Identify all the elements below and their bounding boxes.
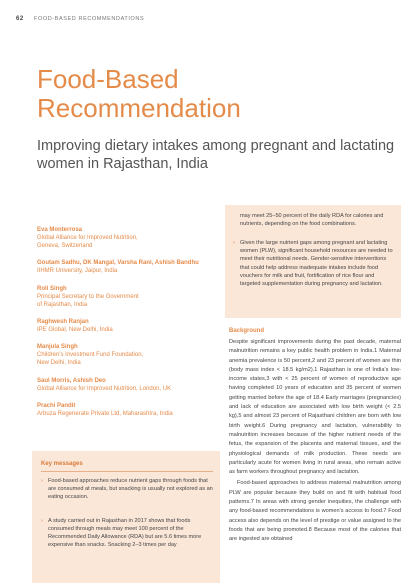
key-message-text: Given the large nutrient gaps among pregnant and lactating women (PLW), significant household resources are needed to meet their nutritional needs. Gender-sensitive interventions that could help address inadequate intakes include food vouchers for milk and fruit, fortification of rice flour and targeted supplementation during pregnancy and lactation. <box>240 240 393 288</box>
arrow-bullet-icon: › <box>233 240 235 246</box>
author-affiliation: Principal Secretary to the Government <box>37 293 139 300</box>
article-title-line-1: Food-Based <box>37 64 179 94</box>
author-affiliation: Global Alliance for Improved Nutrition, London, UK <box>37 385 172 392</box>
author-affiliation: Arbuza Regenerate Private Ltd, Maharashtra, India <box>37 410 173 417</box>
author-block <box>37 318 217 334</box>
author-block <box>37 402 217 418</box>
author-names: Manjula Singh <box>37 344 78 351</box>
article-title <box>37 65 241 123</box>
author-block <box>37 343 217 367</box>
key-messages-divider <box>41 471 213 472</box>
background-section <box>229 328 401 547</box>
author-affiliation: Children's Investment Fund Foundation, <box>37 352 144 359</box>
section-title: FOOD-BASED RECOMMENDATIONS <box>34 16 145 22</box>
key-messages-box <box>32 451 220 583</box>
author-names: Goutam Sadhu, DK Mangal, Varsha Rani, Ashish Bandhu <box>37 260 199 267</box>
author-names: Raghwesh Ranjan <box>37 319 89 326</box>
author-affiliation: Global Alliance for Improved Nutrition, <box>37 235 138 241</box>
author-affiliation: New Delhi, India <box>37 360 81 367</box>
author-names: Prachi Pandit <box>37 402 76 409</box>
running-header <box>16 16 144 22</box>
key-message-text: may meet 25–50 percent of the daily RDA for calories and nutrients, depending on the food combinations. <box>240 213 384 228</box>
author-affiliation: of Rajasthan, India <box>37 301 88 308</box>
author-affiliation: Geneva, Switzerland <box>37 243 93 250</box>
arrow-bullet-icon: › <box>41 518 43 524</box>
article-title-line-2: Recommendation <box>37 93 241 123</box>
author-block <box>37 259 217 275</box>
author-block <box>37 377 217 393</box>
article-subtitle: Improving dietary intakes among pregnant and lactating women in Rajasthan, India <box>37 138 395 172</box>
author-affiliation: IIHMR University, Jaipur, India <box>37 268 118 275</box>
key-messages-heading: Key messages <box>41 461 83 467</box>
key-messages-continued-box <box>225 205 401 318</box>
author-block <box>37 226 217 250</box>
key-message-text: Food-based approaches reduce nutrient gaps through foods that are consumed at meals, but snacking is usually not explored as an eating occasion. <box>48 478 213 500</box>
key-message-item <box>41 477 213 501</box>
author-block <box>37 285 217 309</box>
author-list <box>37 226 217 427</box>
key-message-item <box>41 517 213 549</box>
author-names: Eva Monterrosa <box>37 227 83 233</box>
key-message-text: A study carried out in Rajasthan in 2017 shows that foods consumed through meals may meet 100 percent of the Recommended Daily Allowance (RDA) but are 5.6 times more expensive than snacks. Snacking 2–3 times per day <box>48 518 202 548</box>
arrow-bullet-icon: › <box>41 478 43 484</box>
key-message-item <box>233 239 393 288</box>
background-paragraph: Food-based approaches to address maternal malnutrition among PLW are popular because they build on and fit with habitual food patterns.7 In areas with strong gender inequities, the challenge with any food-based recommendations is women's access to food.7 Food access also depends on the level of prestige or value assigned to the foods that are being promoted.8 Because most of the calories that are ingested are obtained <box>229 480 401 543</box>
key-message-item <box>233 212 393 228</box>
background-paragraph: Despite significant improvements during the past decade, maternal malnutrition remains a key public health problem in India.1 Maternal anemia prevalence is 50 percent,2 and 23 percent of women are thin (body mass index < 18.5 kg/m2).1 Rajasthan is one of India's low-income states,3 with < 25 percent of women of reproductive age having completed 10 years of education and 35 percent of women getting married before the age of 18.4 Early marriages (pregnancies) and lack of education are associated with low birth weight (< 2.5 kg),5 and almost 23 percent of Rajasthani children are born with low birth weight.6 During pregnancy and lactation, vulnerability to malnutrition increases because of the higher nutrient needs of the fetus, the expansion of the placenta and maternal tissues, and the physiological demands of milk production. These needs are particularly acute for women living in rural areas, who remain active as farm workers throughout pregnancy and lactation. <box>229 339 401 476</box>
page-number: 62 <box>16 16 24 22</box>
author-affiliation: IPE Global, New Delhi, India <box>37 327 113 334</box>
author-names: Roli Singh <box>37 285 67 292</box>
author-names: Saul Morris, Ashish Deo <box>37 377 106 384</box>
background-heading: Background <box>229 328 265 334</box>
